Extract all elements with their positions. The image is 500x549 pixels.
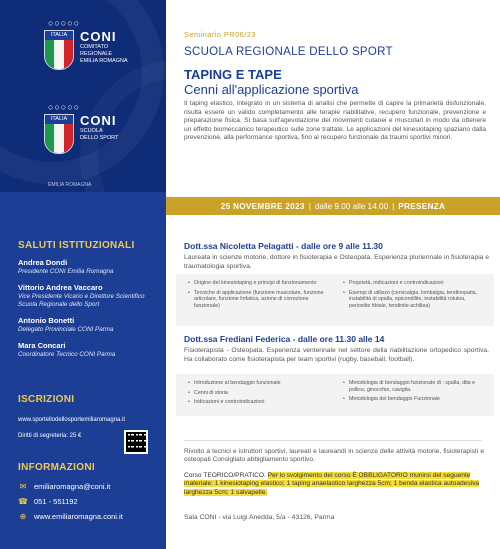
- person-item: [18, 316, 163, 334]
- header-area: [166, 0, 500, 197]
- person-role: Coordinatore Tecnico CONI Parma: [18, 351, 116, 358]
- person-item: [18, 283, 163, 309]
- diritti-segreteria: Diritti di segreteria: 25 €: [18, 433, 82, 439]
- topic-item: • Indicazioni e controindicazioni: [188, 399, 333, 406]
- school-title: SCUOLA REGIONALE DELLO SPORT: [184, 46, 393, 58]
- email-text[interactable]: emiliaromagna@coni.it: [34, 482, 111, 491]
- page-title: TAPING E TAPE: [184, 67, 282, 82]
- person-role: Vice Presidente Vicario e Direttore Scientifico Scuola Regionale dello Sport: [18, 293, 145, 308]
- person-name: Vittorio Andrea Vaccaro: [18, 283, 103, 292]
- speaker-desc: Fisioterapista - Osteopata. Esperienza ventennale nel settore della riabilitazione ortopedico sportiva. Ha collaborato come fisioterapista per team sportivi (rugby, baseball, football).: [184, 347, 489, 363]
- logo-subline: REGIONALE: [80, 51, 113, 57]
- shield-label: ITALIA: [45, 115, 73, 124]
- event-time: dalle 9.00 alle 14.00: [314, 201, 389, 211]
- olympic-rings-icon: ○○○○○: [48, 18, 81, 28]
- topic-item: • Proprietà, indicazioni e controindicazioni: [343, 280, 488, 287]
- divider: [184, 440, 482, 441]
- target-audience: Rivolto a tecnici e istruttori sportivi, laureati e laureandi in scienze delle attività motorie, fisioterapisti e osteopati Consigliato abbigliamento sportivo.: [184, 448, 484, 464]
- globe-icon: ⊕: [19, 512, 27, 521]
- informazioni-title: INFORMAZIONI: [18, 462, 95, 473]
- person-name: Mara Concari: [18, 341, 66, 350]
- iscrizioni-title: ISCRIZIONI: [18, 394, 75, 405]
- qr-code-icon[interactable]: [124, 430, 148, 454]
- person-name: Antonio Bonetti: [18, 316, 75, 325]
- speaker-title: Dott.ssa Nicoletta Pelagatti - dalle ore 9 alle 11.30: [184, 241, 383, 251]
- person-role: Presidente CONI Emilia Romagna: [18, 268, 114, 275]
- speaker-title: Dott.ssa Frediani Federica - dalle ore 11.30 alle 14: [184, 334, 385, 344]
- logo-subline: COMITATO: [80, 44, 109, 50]
- logo-subline: EMILIA ROMAGNA: [80, 58, 128, 64]
- separator: |: [308, 201, 311, 211]
- topic-item: • Cenni di storia: [188, 390, 333, 397]
- date-bar: [166, 197, 500, 215]
- topic-item: • Tecniche di applicazione (funzione muscolare, funzione articolare, funzione linfatica, azione di correzione funzionale): [188, 290, 333, 310]
- phone-text[interactable]: 051 - 551192: [34, 497, 78, 506]
- logo-subline: SCUOLA: [80, 128, 103, 134]
- course-intro: Corso TEORICO/PRATICO.: [184, 472, 268, 479]
- italia-shield-icon: [44, 114, 74, 154]
- shield-label: ITALIA: [45, 31, 73, 40]
- event-mode: PRESENZA: [398, 201, 446, 211]
- coni-school-logo: [44, 102, 119, 154]
- topic-item: • Introduzione al bendaggio funzionale: [188, 380, 333, 387]
- phone-icon: ☎: [18, 497, 28, 506]
- person-item: [18, 341, 163, 359]
- person-item: [18, 258, 163, 276]
- italia-shield-icon: [44, 30, 74, 70]
- contact-phone[interactable]: [18, 497, 78, 506]
- topics-list: [188, 380, 498, 409]
- logo-subline: DELLO SPORT: [80, 135, 119, 141]
- olympic-rings-icon: ○○○○○: [48, 102, 81, 112]
- topic-item: • Metodologia del bendaggio Funzionale: [343, 396, 488, 403]
- person-role: Delegato Provinciale CONI Parma: [18, 326, 114, 333]
- logo-region-tag: EMILIA ROMAGNA: [48, 182, 92, 188]
- person-name: Andrea Dondi: [18, 258, 68, 267]
- topic-item: • Metodologia di bendaggio funzionale di : spalla, dita e pollice, ginocchio, caviglia.: [343, 380, 488, 393]
- coni-regional-logo: [44, 18, 128, 70]
- event-date: 25 NOVEMBRE 2023: [220, 201, 305, 211]
- website-text[interactable]: www.emiliaromagna.coni.it: [34, 512, 123, 521]
- seminario-code: Seminario PR06/23: [184, 30, 256, 39]
- speaker-desc: Laureata in scienze motorie, dottore in fisioterapia e Osteopata. Esperienza pluriennale in fisioterapia e traumatologia sportiva.: [184, 254, 489, 270]
- saluti-title: SALUTI ISTITUZIONALI: [18, 240, 135, 251]
- logo-brand: CONI: [80, 29, 117, 44]
- main-content: [166, 0, 500, 549]
- venue-address: Sala CONI - via Luigi Anedda, 5/a - 43126, Parma: [184, 514, 335, 521]
- sidebar: [0, 0, 166, 549]
- iscrizioni-link[interactable]: www.sportellodellosportemiliaromagna.it: [18, 417, 126, 423]
- separator: |: [392, 201, 395, 211]
- contact-website[interactable]: [18, 512, 123, 521]
- page-subtitle: Cenni all'applicazione sportiva: [184, 82, 359, 97]
- intro-paragraph: Il taping elastico, integrato in un sistema di analisi che permette di capire la primarietà disfunzionale, risulta essere un valido completamento alle terapie riabilitative, recupero funzionale, prevenzione e preparazione fisica. Si basa sull'agevolazione dei movimenti cutanei e muscolari in modo da ottenere un effetto biomeccanico terapeutico sulle zone trattate. Le applicazioni del kinesiotaping spaziano dalla prevenzione, alla performance sportiva, fino al recupero funzionale da traumi sportivi minori.: [184, 100, 486, 142]
- contact-email[interactable]: [18, 482, 110, 491]
- course-requirements: Per lo svolgimento del corso È OBBLIGATORIO munirsi del seguente materiale: 1 kinesiotaping elastico; 1 taping anaelastico larghezza 5cm; 1 benda elastica autoadesiva larghezza 5cm; 1 salvapelle.: [184, 472, 480, 496]
- envelope-icon: ✉: [19, 482, 27, 491]
- logo-brand: CONI: [80, 113, 117, 128]
- topic-item: • Esempi di utilizzo (cervicalgia, lombalgia, tendinopatia, instabilità di spalla, epicondilite, instabilità rotulea, periostite tibiale, tendinite achillea): [343, 290, 488, 310]
- topic-item: • Origine del kinesiotaping e principi di funzionamento: [188, 280, 333, 287]
- course-info: [184, 472, 484, 497]
- topics-list: [188, 280, 498, 312]
